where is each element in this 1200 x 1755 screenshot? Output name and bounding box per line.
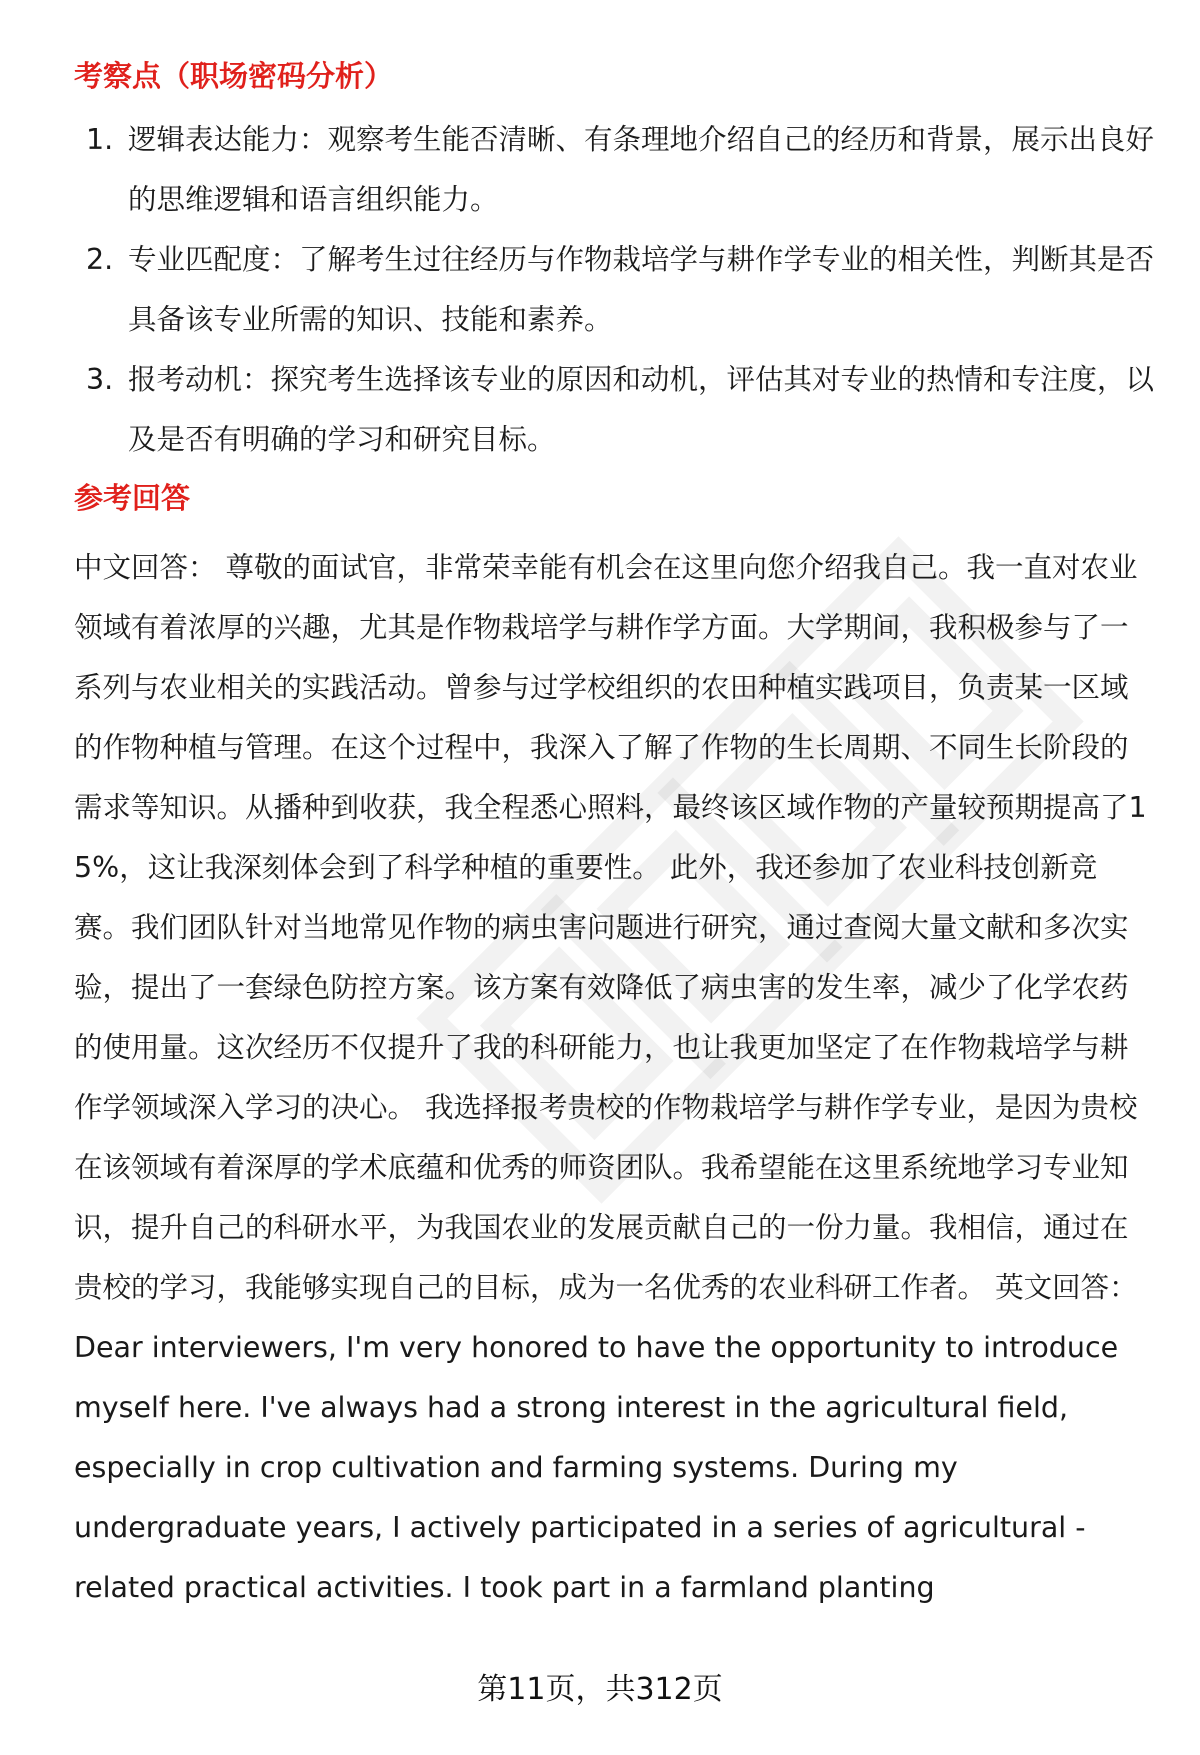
reference-answer-paragraph — [74, 538, 1154, 1618]
document-page — [74, 56, 1154, 1618]
list-item-number: 3. — [86, 363, 114, 396]
list-item-text: 专业匹配度：了解考生过往经历与作物栽培学与耕作学专业的相关性，判断其是否具备该专业所需的知识、技能和素养。 — [128, 243, 1155, 336]
list-item-number: 2. — [86, 243, 114, 276]
section-heading-reference-answer: 参考回答 — [74, 481, 191, 515]
page-number-footer: 第11页，共312页 — [477, 1672, 723, 1707]
english-answer-text: Dear interviewers, I'm very honored to have the opportunity to introduce myself here. I've always had a strong interest in the agricultural field, especially in crop cultivation and farming systems. During my undergraduate years, I actively participated in a series of agricultural - related practical activities. I took part in a farmland planting — [74, 1331, 1119, 1604]
list-item-text: 逻辑表达能力：观察考生能否清晰、有条理地介绍自己的经历和背景，展示出良好的思维逻辑和语言组织能力。 — [128, 123, 1155, 216]
assessment-points-list — [74, 110, 1154, 470]
chinese-answer-text: 中文回答： 尊敬的面试官，非常荣幸能有机会在这里向您介绍我自己。我一直对农业领域有着浓厚的兴趣，尤其是作物栽培学与耕作学方面。大学期间，我积极参与了一系列与农业相关的实践活动。曾参与过学校组织的农田种植实践项目，负责某一区域的作物种植与管理。在这个过程中，我深入了解了作物的生长周期、不同生长阶段的需求等知识。从播种到收获，我全程悉心照料，最终该区域作物的产量较预期提高了15%，这让我深刻体会到了科学种植的重要性。 此外，我还参加了农业科技创新竞赛。我们团队针对当地常见作物的病虫害问题进行研究，通过查阅大量文献和多次实验，提出了一套绿色防控方案。该方案有效降低了病虫害的发生率，减少了化学农药的使用量。这次经历不仅提升了我的科研能力，也让我更加坚定了在作物栽培学与耕作学领域深入学习的决心。 我选择报考贵校的作物栽培学与耕作学专业，是因为贵校在该领域有着深厚的学术底蕴和优秀的师资团队。我希望能在这里系统地学习专业知识，提升自己的科研水平，为我国农业的发展贡献自己的一份力量。我相信，通过在贵校的学习，我能够实现自己的目标，成为一名优秀的农业科研工作者。 — [74, 551, 1147, 1304]
list-item-text: 报考动机：探究考生选择该专业的原因和动机，评估其对专业的热情和专注度，以及是否有明确的学习和研究目标。 — [128, 363, 1155, 456]
english-answer-label: 英文回答： — [986, 1271, 1138, 1304]
list-item — [74, 350, 1154, 470]
list-item — [74, 110, 1154, 230]
list-item — [74, 230, 1154, 350]
section-heading-assessment: 考察点（职场密码分析） — [74, 59, 394, 93]
list-item-number: 1. — [86, 123, 114, 156]
